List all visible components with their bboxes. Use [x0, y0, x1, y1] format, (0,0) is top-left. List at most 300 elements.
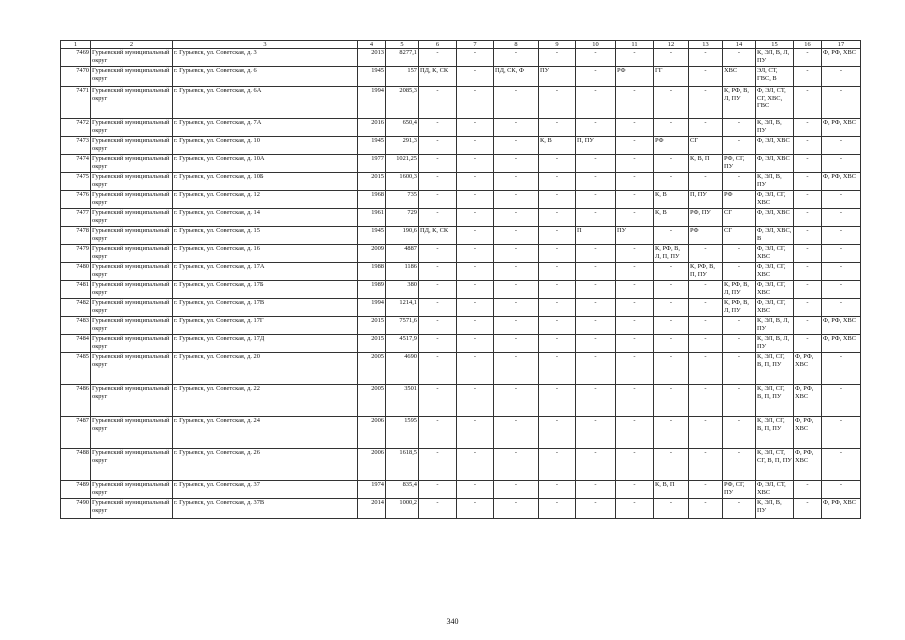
page-number: 340 — [446, 617, 459, 626]
table-cell: Гурьевский муниципальный округ — [91, 87, 173, 119]
table-cell: К, РФ, В, Л, ПУ — [723, 299, 756, 317]
table-row — [61, 449, 861, 481]
table-cell: 4517,9 — [386, 335, 419, 353]
table-cell: П — [576, 227, 616, 245]
table-cell: 7490 — [61, 499, 91, 519]
table-row — [61, 173, 861, 191]
table-cell: РФ — [616, 67, 654, 87]
table-cell: - — [419, 209, 457, 227]
table-cell: Ф, ЭЛ, СГ, ХВС — [756, 281, 794, 299]
table-cell: - — [616, 137, 654, 155]
table-cell: К, В — [654, 209, 689, 227]
table-cell: - — [689, 119, 723, 137]
table-cell: - — [576, 245, 616, 263]
table-cell: - — [822, 87, 861, 119]
table-cell: - — [654, 353, 689, 385]
table-cell: - — [616, 155, 654, 173]
table-cell: Ф, ЭЛ, СГ, ХВС — [756, 245, 794, 263]
table-cell: - — [576, 173, 616, 191]
table-cell: 7469 — [61, 49, 91, 67]
table-cell: 291,3 — [386, 137, 419, 155]
table-cell: - — [794, 281, 822, 299]
table-cell: К, ЭЛ, СГ, В, П, ПУ — [756, 417, 794, 449]
table-cell: - — [616, 191, 654, 209]
table-cell: 2015 — [358, 173, 386, 191]
table-cell: ХВС — [723, 67, 756, 87]
table-cell: г. Гурьевск, ул. Советская, д. 10Б — [173, 173, 358, 191]
table-cell: Гурьевский муниципальный округ — [91, 281, 173, 299]
table-cell: - — [494, 191, 539, 209]
table-cell: г. Гурьевск, ул. Советская, д. 26 — [173, 449, 358, 481]
table-cell: - — [419, 317, 457, 335]
table-cell: 729 — [386, 209, 419, 227]
table-row — [61, 209, 861, 227]
table-cell: - — [494, 119, 539, 137]
table-cell: - — [616, 87, 654, 119]
table-cell: - — [616, 449, 654, 481]
table-cell: - — [723, 49, 756, 67]
column-number-cell: 9 — [539, 41, 576, 49]
table-cell: 1945 — [358, 137, 386, 155]
table-cell: - — [419, 353, 457, 385]
table-cell: - — [654, 227, 689, 245]
table-cell: 2015 — [358, 335, 386, 353]
table-cell: - — [689, 353, 723, 385]
table-cell: - — [494, 173, 539, 191]
table-cell: 2009 — [358, 245, 386, 263]
table-cell: - — [494, 281, 539, 299]
table-cell: - — [539, 155, 576, 173]
table-cell: Гурьевский муниципальный округ — [91, 449, 173, 481]
table-cell: Ф, РФ, ХВС — [822, 499, 861, 519]
table-cell: 1989 — [358, 281, 386, 299]
table-cell: - — [419, 299, 457, 317]
table-row — [61, 353, 861, 385]
table-cell: 7472 — [61, 119, 91, 137]
table-cell: г. Гурьевск, ул. Советская, д. 17Д — [173, 335, 358, 353]
table-cell: - — [794, 481, 822, 499]
table-cell: РФ, ПУ — [689, 209, 723, 227]
table-cell: - — [576, 449, 616, 481]
table-cell: - — [616, 173, 654, 191]
table-cell: - — [654, 317, 689, 335]
table-cell: - — [494, 263, 539, 281]
table-cell: - — [457, 137, 494, 155]
table-cell: г. Гурьевск, ул. Советская, д. 17А — [173, 263, 358, 281]
table-cell: Ф, ЭЛ, СТ, СГ, ХВС, ГВС — [756, 87, 794, 119]
table-cell: К, ЭЛ, В, Л, ПУ — [756, 335, 794, 353]
table-cell: Ф, ЭЛ, ХВС — [756, 209, 794, 227]
table-cell: - — [419, 173, 457, 191]
table-cell: - — [419, 481, 457, 499]
table-cell: - — [457, 335, 494, 353]
table-cell: 2085,3 — [386, 87, 419, 119]
table-row — [61, 87, 861, 119]
table-cell: К, ЭЛ, В, ПУ — [756, 119, 794, 137]
table-cell: г. Гурьевск, ул. Советская, д. 20 — [173, 353, 358, 385]
column-number-cell: 11 — [616, 41, 654, 49]
table-cell: Ф, ЭЛ, ХВС — [756, 137, 794, 155]
table-cell: К, ЭЛ, СГ, В, П, ПУ — [756, 353, 794, 385]
table-cell: 7479 — [61, 245, 91, 263]
table-cell: ПУ — [616, 227, 654, 245]
table-cell: - — [457, 499, 494, 519]
table-cell: - — [576, 299, 616, 317]
table-cell: Ф, РФ, ХВС — [794, 417, 822, 449]
table-cell: - — [689, 173, 723, 191]
table-cell: - — [794, 137, 822, 155]
table-cell: - — [457, 449, 494, 481]
table-cell: СГ — [723, 209, 756, 227]
table-cell: - — [419, 385, 457, 417]
column-number-cell: 1 — [61, 41, 91, 49]
table-cell: Гурьевский муниципальный округ — [91, 137, 173, 155]
table-cell: - — [457, 87, 494, 119]
table-cell: - — [689, 281, 723, 299]
table-cell: - — [419, 87, 457, 119]
table-cell: - — [419, 119, 457, 137]
table-cell: - — [689, 87, 723, 119]
table-cell: - — [539, 299, 576, 317]
table-cell: - — [616, 317, 654, 335]
table-cell: 7478 — [61, 227, 91, 245]
table-cell: - — [576, 335, 616, 353]
table-cell: - — [822, 227, 861, 245]
table-cell: - — [794, 87, 822, 119]
table-cell: - — [654, 49, 689, 67]
table-cell: 8277,1 — [386, 49, 419, 67]
table-cell: г. Гурьевск, ул. Советская, д. 22 — [173, 385, 358, 417]
table-cell: РФ — [654, 137, 689, 155]
table-cell: Ф, РФ, ХВС — [822, 335, 861, 353]
table-row — [61, 385, 861, 417]
table-cell: 1945 — [358, 227, 386, 245]
table-cell: - — [419, 49, 457, 67]
table-cell: П, ПУ — [689, 191, 723, 209]
table-cell: - — [723, 417, 756, 449]
column-number-cell: 3 — [173, 41, 358, 49]
table-cell: Гурьевский муниципальный округ — [91, 335, 173, 353]
table-cell: - — [539, 173, 576, 191]
table-cell: 1600,3 — [386, 173, 419, 191]
table-cell: - — [822, 191, 861, 209]
table-cell: К, ЭЛ, СГ, В, П, ПУ — [756, 385, 794, 417]
table-cell: г. Гурьевск, ул. Советская, д. 17Г — [173, 317, 358, 335]
table-row — [61, 137, 861, 155]
table-cell: - — [539, 353, 576, 385]
table-cell: Ф, РФ, ХВС — [794, 353, 822, 385]
table-cell: 7476 — [61, 191, 91, 209]
table-cell: - — [822, 481, 861, 499]
table-cell: - — [822, 449, 861, 481]
table-cell: Ф, ЭЛ, ХВС — [756, 155, 794, 173]
table-cell: - — [457, 245, 494, 263]
table-cell: - — [494, 137, 539, 155]
table-cell: - — [689, 67, 723, 87]
table-cell: - — [457, 119, 494, 137]
table-cell: - — [457, 263, 494, 281]
table-cell: - — [576, 49, 616, 67]
table-cell: 1994 — [358, 87, 386, 119]
table-cell: - — [419, 449, 457, 481]
table-cell: - — [576, 209, 616, 227]
table-cell: - — [494, 245, 539, 263]
table-cell: - — [654, 335, 689, 353]
table-cell: - — [689, 49, 723, 67]
table-cell: - — [654, 263, 689, 281]
table-cell: 2006 — [358, 417, 386, 449]
table-cell: К, В, П — [689, 155, 723, 173]
table-cell: - — [689, 417, 723, 449]
table-cell: - — [539, 209, 576, 227]
table-row — [61, 481, 861, 499]
table-cell: К, В — [654, 191, 689, 209]
table-cell: - — [794, 317, 822, 335]
table-cell: Гурьевский муниципальный округ — [91, 173, 173, 191]
table-cell: К, В, П — [654, 481, 689, 499]
table-cell: г. Гурьевск, ул. Советская, д. 37 — [173, 481, 358, 499]
table-cell: - — [654, 281, 689, 299]
table-cell: 835,4 — [386, 481, 419, 499]
table-cell: 2014 — [358, 499, 386, 519]
table-cell: Гурьевский муниципальный округ — [91, 353, 173, 385]
table-cell: 7486 — [61, 385, 91, 417]
column-number-cell: 8 — [494, 41, 539, 49]
table-cell: - — [654, 499, 689, 519]
table-cell: - — [822, 353, 861, 385]
table-cell: - — [723, 499, 756, 519]
table-cell: - — [723, 119, 756, 137]
table-cell: - — [419, 499, 457, 519]
table-cell: - — [616, 299, 654, 317]
table-cell: - — [723, 335, 756, 353]
table-cell: 1214,1 — [386, 299, 419, 317]
table-cell: РФ — [689, 227, 723, 245]
table-cell: - — [539, 263, 576, 281]
table-cell: - — [457, 385, 494, 417]
table-cell: - — [654, 299, 689, 317]
table-row — [61, 155, 861, 173]
table-cell: - — [616, 245, 654, 263]
table-cell: 7485 — [61, 353, 91, 385]
table-cell: - — [576, 155, 616, 173]
table-cell: - — [616, 385, 654, 417]
table-cell: - — [689, 245, 723, 263]
table-cell: 1000,2 — [386, 499, 419, 519]
table-row — [61, 191, 861, 209]
table-cell: - — [822, 417, 861, 449]
table-cell: РФ — [723, 191, 756, 209]
table-cell: П, ПУ — [576, 137, 616, 155]
table-cell: - — [794, 191, 822, 209]
table-cell: 7470 — [61, 67, 91, 87]
table-cell: - — [457, 353, 494, 385]
table-cell: К, ЭЛ, В, ПУ — [756, 499, 794, 519]
table-row — [61, 245, 861, 263]
table-cell: г. Гурьевск, ул. Советская, д. 14 — [173, 209, 358, 227]
table-cell: РФ, СГ, ПУ — [723, 155, 756, 173]
table-cell: К, ЭЛ, СТ, СГ, В, П, ПУ — [756, 449, 794, 481]
table-row — [61, 417, 861, 449]
table-cell: - — [794, 299, 822, 317]
table-cell: К, ЭЛ, В, ПУ — [756, 173, 794, 191]
table-cell: - — [494, 227, 539, 245]
table-cell: - — [419, 191, 457, 209]
table-cell: - — [494, 353, 539, 385]
table-cell: - — [822, 281, 861, 299]
table-cell: - — [723, 353, 756, 385]
table-cell: 7571,6 — [386, 317, 419, 335]
table-cell: 7477 — [61, 209, 91, 227]
table-cell: - — [494, 87, 539, 119]
table-cell: К, ЭЛ, В, Л, ПУ — [756, 49, 794, 67]
table-cell: - — [457, 481, 494, 499]
table-cell: Гурьевский муниципальный округ — [91, 67, 173, 87]
table-cell: 380 — [386, 281, 419, 299]
table-cell: г. Гурьевск, ул. Советская, д. 16 — [173, 245, 358, 263]
table-cell: г. Гурьевск, ул. Советская, д. 24 — [173, 417, 358, 449]
table-cell: - — [723, 263, 756, 281]
table-cell: - — [616, 353, 654, 385]
table-cell: 7481 — [61, 281, 91, 299]
table-cell: - — [794, 227, 822, 245]
table-cell: - — [576, 87, 616, 119]
table-cell: К, ЭЛ, В, Л, ПУ — [756, 317, 794, 335]
table-cell: - — [794, 155, 822, 173]
column-number-cell: 5 — [386, 41, 419, 49]
table-cell: К, РФ, В, Л, ПУ — [723, 87, 756, 119]
table-row — [61, 299, 861, 317]
table-cell: - — [654, 155, 689, 173]
table-cell: - — [654, 173, 689, 191]
column-number-row — [61, 41, 861, 49]
table-cell: 7483 — [61, 317, 91, 335]
table-row — [61, 317, 861, 335]
column-number-cell: 2 — [91, 41, 173, 49]
table-cell: г. Гурьевск, ул. Советская, д. 3 — [173, 49, 358, 67]
table-cell: - — [419, 281, 457, 299]
table-cell: - — [616, 481, 654, 499]
table-cell: ГГ — [654, 67, 689, 87]
table-cell: - — [539, 227, 576, 245]
table-cell: Ф, ЭЛ, СГ, ХВС — [756, 191, 794, 209]
table-cell: - — [689, 499, 723, 519]
table-cell: 1618,5 — [386, 449, 419, 481]
table-cell: - — [494, 299, 539, 317]
table-cell: 650,4 — [386, 119, 419, 137]
table-cell: - — [822, 155, 861, 173]
table-cell: - — [654, 119, 689, 137]
table-cell: 4690 — [386, 353, 419, 385]
table-cell: - — [457, 191, 494, 209]
column-number-cell: 17 — [822, 41, 861, 49]
table-cell: - — [539, 481, 576, 499]
table-cell: К, РФ, В, Л, П, ПУ — [654, 245, 689, 263]
table-cell: - — [494, 209, 539, 227]
table-cell: Ф, ЭЛ, СТ, ХВС — [756, 481, 794, 499]
table-cell: 1021,25 — [386, 155, 419, 173]
table-cell: - — [723, 137, 756, 155]
table-cell: - — [723, 245, 756, 263]
table-cell: СГ — [723, 227, 756, 245]
table-cell: - — [794, 263, 822, 281]
table-cell: - — [419, 245, 457, 263]
table-cell: Гурьевский муниципальный округ — [91, 481, 173, 499]
column-number-cell: 6 — [419, 41, 457, 49]
table-cell: - — [419, 137, 457, 155]
table-cell: - — [494, 335, 539, 353]
table-cell: - — [419, 335, 457, 353]
table-cell: - — [794, 173, 822, 191]
table-cell: 2006 — [358, 449, 386, 481]
table-cell: - — [576, 481, 616, 499]
table-cell: - — [494, 317, 539, 335]
column-number-cell: 4 — [358, 41, 386, 49]
table-cell: - — [723, 449, 756, 481]
table-cell: - — [654, 417, 689, 449]
table-cell: г. Гурьевск, ул. Советская, д. 15 — [173, 227, 358, 245]
table-cell: 7475 — [61, 173, 91, 191]
table-row — [61, 49, 861, 67]
table-cell: г. Гурьевск, ул. Советская, д. 17Б — [173, 281, 358, 299]
table-cell: - — [689, 481, 723, 499]
table-cell: г. Гурьевск, ул. Советская, д. 17В — [173, 299, 358, 317]
table-row — [61, 281, 861, 299]
column-number-cell: 16 — [794, 41, 822, 49]
table-cell: - — [794, 119, 822, 137]
table-cell: ПД, СК, Ф — [494, 67, 539, 87]
table-cell: - — [616, 499, 654, 519]
table-cell: - — [419, 417, 457, 449]
table-cell: ЭЛ, СТ, ГВС, В — [756, 67, 794, 87]
table-cell: - — [539, 191, 576, 209]
table-cell: - — [539, 87, 576, 119]
table-cell: 7471 — [61, 87, 91, 119]
table-cell: 1974 — [358, 481, 386, 499]
table-cell: 2005 — [358, 385, 386, 417]
table-cell: - — [794, 499, 822, 519]
table-cell: - — [616, 119, 654, 137]
table-cell: 1186 — [386, 263, 419, 281]
table-cell: 2015 — [358, 317, 386, 335]
table-cell: - — [576, 417, 616, 449]
table-cell: - — [616, 263, 654, 281]
table-cell: 1968 — [358, 191, 386, 209]
table-cell: - — [822, 299, 861, 317]
table-row — [61, 335, 861, 353]
table-cell: Ф, РФ, ХВС — [794, 449, 822, 481]
table-cell: - — [794, 335, 822, 353]
table-cell: Гурьевский муниципальный округ — [91, 191, 173, 209]
table-cell: - — [689, 317, 723, 335]
table-cell: 1595 — [386, 417, 419, 449]
table-cell: - — [457, 317, 494, 335]
table-cell: - — [457, 173, 494, 191]
table-cell: 1977 — [358, 155, 386, 173]
table-cell: Гурьевский муниципальный округ — [91, 499, 173, 519]
table-row — [61, 263, 861, 281]
table-cell: К, В — [539, 137, 576, 155]
table-row — [61, 119, 861, 137]
table-cell: - — [576, 281, 616, 299]
table-cell: - — [494, 417, 539, 449]
column-number-cell: 7 — [457, 41, 494, 49]
table-cell: Гурьевский муниципальный округ — [91, 417, 173, 449]
table-cell: - — [494, 481, 539, 499]
table-cell: - — [654, 449, 689, 481]
column-number-cell: 13 — [689, 41, 723, 49]
table-cell: Гурьевский муниципальный округ — [91, 299, 173, 317]
